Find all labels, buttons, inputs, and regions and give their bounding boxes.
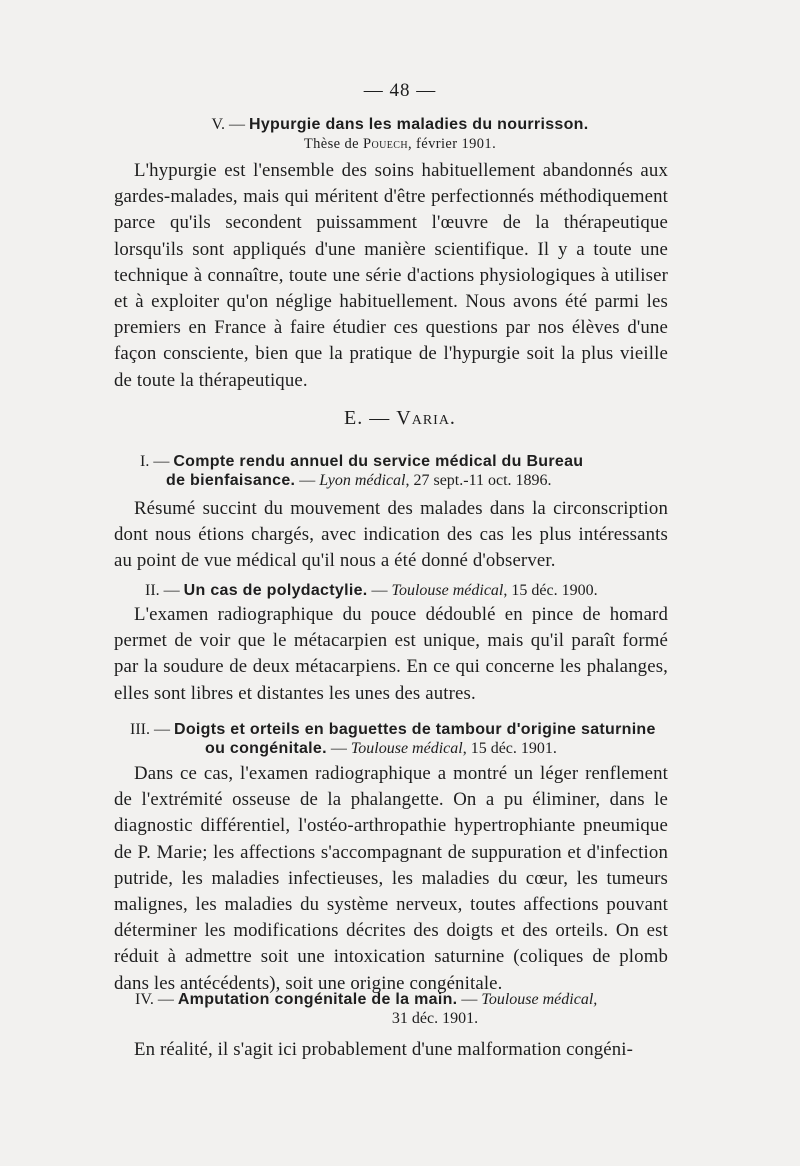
section-i-heading (140, 452, 700, 490)
section-iii-cite-date: , 15 déc. 1901. (462, 740, 557, 757)
section-i-cite-sep: — (295, 472, 320, 489)
section-iv-title: Amputation congénitale de la main. (177, 991, 458, 1008)
section-ii-paragraph: L'examen radiographique du pouce dédoublé en pince de homard permet de voir que le métacarpien est unique, mais qu'il paraît formé par la soudure de deux métacarpiens. En ce qui concerne les phalanges, elles sont libres et distantes les unes des autres. (114, 604, 668, 704)
section-ii-cite-date: , 15 déc. 1900. (503, 582, 598, 599)
section-iv-paragraph: En réalité, il s'agit ici probablement d'une malformation congéni- (134, 1039, 634, 1060)
section-v-cite-suffix: , février 1901. (407, 136, 497, 152)
section-e-title: Varia. (396, 407, 456, 429)
section-iv-heading-line2 (135, 1009, 735, 1028)
section-ii-number: II. — (145, 582, 180, 599)
section-i-title-line2: de bienfaisance. (166, 472, 296, 489)
section-iv-cite-journal: Toulouse médical, (481, 991, 598, 1008)
section-i-paragraph: Résumé succint du mouvement des malades dans la circonscription dont nous étions chargés, avec indication des cas les plus intéressants au point de vue médical qu'il nous a été donné d'observer. (114, 498, 668, 572)
section-i-cite-date: , 27 sept.-11 oct. 1896. (405, 472, 552, 489)
section-v-cite-prefix: Thèse de (303, 136, 360, 152)
section-i-cite-journal: Lyon médical (319, 472, 406, 489)
section-iv-heading-line1 (135, 990, 715, 1009)
section-iv-number: IV. — (135, 991, 174, 1008)
section-i-heading-line1 (140, 452, 700, 471)
page-number: — 48 — (363, 80, 437, 101)
section-iii-number: III. — (130, 721, 170, 738)
section-iii-paragraph: Dans ce cas, l'examen radiographique a montré un léger renflement de l'extrémité osseuse de la phalangette. On a pu éliminer, dans le diagnostic différentiel, l'ostéo-arthropathie hypertrophiante pneumique de P. Marie; les affections s'accompagnant de suppuration et d'infection putride, les maladies infectieuses, les maladies du cœur, les tumeurs malignes, les maladies du système nerveux, toutes affections pouvant déterminer les modifications décrites des doigts et des orteils. On est réduit à admettre soit une intoxication saturnine (coliques de plomb dans les antécédents), soit une origine congénitale. (114, 763, 668, 994)
section-v-number: V. — (211, 116, 245, 133)
section-iv-heading (135, 990, 715, 1028)
section-v-citation (0, 136, 800, 153)
section-v-title: Hypurgie dans les maladies du nourrisson. (249, 116, 589, 133)
section-iii-title-line1: Doigts et orteils en baguettes de tambour d'origine saturnine (173, 721, 656, 738)
section-ii-heading (145, 582, 705, 600)
section-e-heading (0, 407, 800, 430)
section-e-letter: E. — (344, 407, 391, 429)
section-iii-title-line2: ou congénitale. (205, 740, 327, 757)
section-iii-heading (130, 720, 710, 758)
section-i-number: I. — (140, 453, 170, 470)
section-v-heading (0, 116, 800, 134)
section-iii-cite-sep: — (326, 740, 351, 757)
section-ii-title: Un cas de polydactylie. (183, 582, 368, 599)
section-v-paragraph: L'hypurgie est l'ensemble des soins habituellement abandonnés aux gardes-malades, mais qui méritent d'être perfectionnés méthodiquement parce qu'ils secondent puissamment l'œuvre de la thérapeutique lorsqu'ils sont appliqués d'une manière scientifique. Il y a toute une technique à connaître, toute une série d'actions physiologiques à utiliser et à exploiter qu'on néglige habituellement. Nous avons été parmi les premiers en France à faire étudier ces questions par nos élèves d'une façon consciente, bien que la pratique de l'hypurgie soit la plus vieille de toute la thérapeutique. (114, 160, 668, 391)
section-iv-cite-sep: — (457, 991, 482, 1008)
section-v-cite-author: Pouech (363, 136, 408, 152)
section-iii-cite-journal: Toulouse médical (350, 740, 463, 757)
section-ii-cite-sep: — (367, 582, 392, 599)
section-iv-cite-date: 31 déc. 1901. (391, 1010, 479, 1027)
section-i-heading-line2 (140, 471, 700, 490)
section-iii-heading-line2 (130, 739, 710, 758)
section-ii-cite-journal: Toulouse médical (391, 582, 504, 599)
section-i-title-line1: Compte rendu annuel du service médical du Bureau (173, 453, 584, 470)
section-iii-heading-line1 (130, 720, 710, 739)
